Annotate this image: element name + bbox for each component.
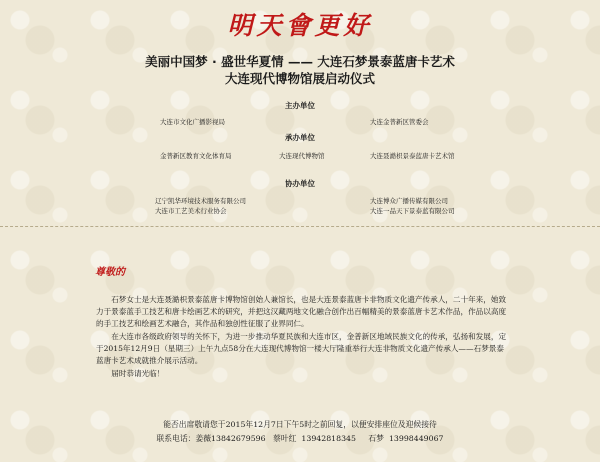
assist-left-1: 辽宁凯华环境技术服务有限公司 bbox=[155, 197, 246, 205]
rsvp-note: 能否出席敬请您于2015年12月7日下午5时之前回复，以便安排座位及迎候接待 bbox=[163, 420, 437, 429]
greeting: 尊敬的 bbox=[95, 267, 125, 278]
contact-line bbox=[0, 433, 600, 444]
assist-label: 协办单位 bbox=[285, 179, 315, 188]
contact-name: 蔡叶红 bbox=[273, 434, 297, 443]
undertaker-left: 金普新区教育文化体育局 bbox=[160, 152, 232, 160]
letter-body bbox=[96, 294, 508, 380]
contact-name: 姜薇 bbox=[195, 434, 212, 443]
event-title-line2: 大连现代博物馆展启动仪式 bbox=[224, 71, 375, 86]
contacts-label: 联系电话： bbox=[156, 434, 196, 443]
host-left: 大连市文化广播影视局 bbox=[160, 118, 225, 126]
letter-paragraph-2: 在大连市各级政府领导的关怀下，为进一步推动华夏民族和大连市区，金普新区地域民族文化的传承，弘扬和发展，定于2015年12月9日（星期三）上午九点58分在大连现代博物馆一楼大厅隆重举行大连非物质文化遗产传承人——石梦景泰蓝唐卡艺术成就推介展示活动。 bbox=[96, 331, 507, 366]
assist-right-1: 大连博众广播传媒有限公司 bbox=[370, 197, 448, 205]
fold-line bbox=[0, 226, 600, 227]
assist-left-2: 大连市工艺美术行业协会 bbox=[155, 207, 227, 215]
letter-paragraph-1: 石梦女士是大连聂澔枳景泰蓝唐卡博物馆创始人兼馆长，也是大连景泰蓝唐卡非物质文化遗产传承人，二十年来，她致力于景泰蓝手工技艺和唐卡绘画艺术的研究，并把这汉藏两地文化融合创作出百幅精美的景泰蓝唐卡艺术作品，作品以高度的手工技艺和绘画艺术融合，其作品和独创性征服了业界同仁。 bbox=[96, 295, 507, 329]
letter-closing: 届时恭请光临！ bbox=[111, 369, 165, 379]
undertaker-center: 大连现代博物馆 bbox=[279, 152, 325, 160]
contact-phone: 13942818345 bbox=[301, 434, 356, 443]
contact-phone: 13842679596 bbox=[211, 434, 266, 443]
event-title-line1: 美丽中国梦 · 盛世华夏情 —— 大连石梦景泰蓝唐卡艺术 bbox=[145, 54, 455, 69]
headline-calligraphy: 明天會更好 bbox=[227, 11, 373, 40]
assist-right-2: 大连一品天下景泰蓝有限公司 bbox=[370, 207, 455, 215]
contact-phone: 13998449067 bbox=[388, 434, 444, 443]
undertaker-right: 大连聂澔枳景泰蓝唐卡艺术馆 bbox=[370, 152, 455, 160]
host-right: 大连金普新区管委会 bbox=[370, 118, 429, 126]
contact-name: 石梦 bbox=[368, 434, 384, 443]
host-label: 主办单位 bbox=[285, 101, 315, 110]
undertake-label: 承办单位 bbox=[285, 133, 315, 142]
